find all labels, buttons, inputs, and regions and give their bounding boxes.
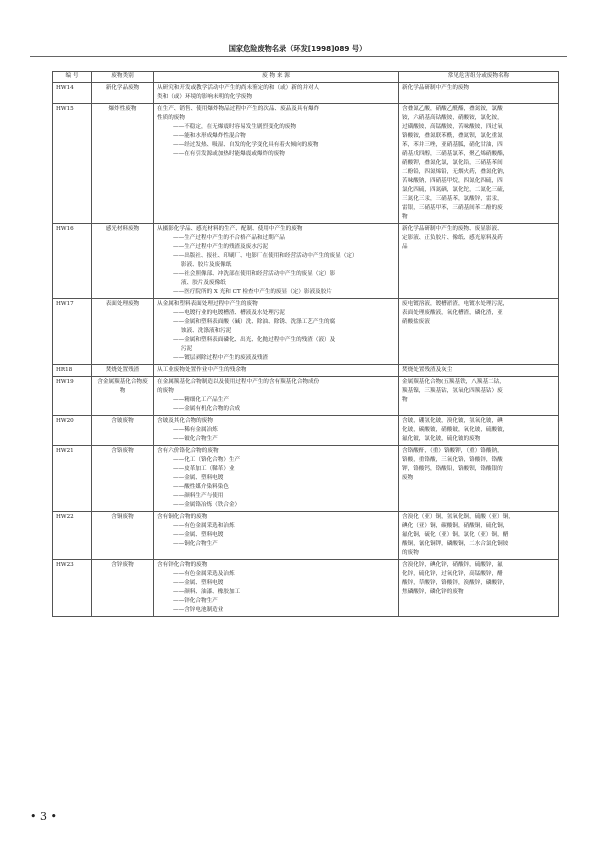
source-subitem: ——金属和塑料表面磷化、出光、化抛过程中产生的残渣（液）及 xyxy=(173,337,336,343)
component-line: 废物 xyxy=(402,475,414,481)
component-line: 苦味酸钠，四硝基甲烷，四氮化四硫，四 xyxy=(402,178,503,184)
cell-sources xyxy=(154,416,399,446)
component-line: 含溴化（亚）铜，氢氧化铜，硫酸（亚）铜， xyxy=(402,514,514,520)
component-line: 硝酸盐废液 xyxy=(402,319,430,325)
cell-code: HR18 xyxy=(53,365,92,377)
source-subitem: 影液、胶片及废像纸 xyxy=(181,262,232,268)
source-subitem: ——稀有金属冶炼 xyxy=(173,427,218,433)
source-line: 从工业废物处置作业中产生的残余物 xyxy=(157,367,247,373)
component-line: 物 xyxy=(402,214,408,220)
cell-code: HW20 xyxy=(53,416,92,446)
source-subitem: ——锌化合物生产 xyxy=(173,598,218,604)
source-line: 含铍及其化合物的废物 xyxy=(157,418,213,424)
cell-components xyxy=(399,299,559,365)
cell-category: 焚烧处置残渣 xyxy=(92,365,154,377)
component-line: 二酚铅，四氮烯铅，无烟火药，叠氮化钠， xyxy=(402,169,509,175)
source-subitem: ——铜化合物生产 xyxy=(173,541,218,547)
table-row xyxy=(53,416,559,446)
component-line: 酸铜，氰化铜钾，磷酸铜，二水合氯化铜铵 xyxy=(402,541,509,547)
source-subitem: ——社会照像部、冲洗部在使用和经营活动中产生的废显（定）影 xyxy=(173,271,336,277)
source-subitem: ——有色金属采选及冶炼 xyxy=(173,571,235,577)
header-rule xyxy=(30,56,567,57)
source-subitem: ——经过发热、吸湿、自发的化学变化具有着火倾向的废物 xyxy=(173,142,319,148)
cell-category: 新化学品废物 xyxy=(92,83,154,104)
component-line: 氟化铜，硫化（亚）铜，氯化（亚）铜，醋 xyxy=(402,532,509,538)
cell-category: 含铜废物 xyxy=(92,512,154,560)
source-subitem: 蚀液、洗涤液和污泥 xyxy=(181,328,232,334)
component-line: 含铬酸酐，（重）铬酸钾，（重）铬酸钠， xyxy=(402,448,503,454)
component-line: 雷银，三硝基甲苯，三硝基间苯二酚的废 xyxy=(402,205,503,211)
component-line: 三氮化三汞，三硝基苯，氯酸锌，雷汞， xyxy=(402,196,503,202)
source-line: 在金属羰基化合物制造以及使用过程中产生的含有羰基化合物成份 xyxy=(157,379,320,385)
table-row xyxy=(53,446,559,512)
source-subitem: ——在有引发源或加热时能爆震或爆炸的废物 xyxy=(173,151,285,157)
cell-code: HW14 xyxy=(53,83,92,104)
cell-code: HW17 xyxy=(53,299,92,365)
source-subitem: ——精细化工产品生产 xyxy=(173,397,229,403)
table-row xyxy=(53,560,559,617)
source-subitem: ——生产过程中产生的残渣及废水污泥 xyxy=(173,244,269,250)
source-subitem: ——出版社、报社、印刷厂、电影厂在使用和经营活动中产生的废显（定） xyxy=(173,253,358,259)
component-line: 铬酸铵，叠氮联苯酰，叠氮钡，氯化重氮 xyxy=(402,133,503,139)
cell-components xyxy=(399,446,559,512)
source-line: 性质的废物 xyxy=(157,115,185,121)
component-line: 表面处理废酸液，氧化槽渣，磷化渣，亚 xyxy=(402,310,503,316)
component-line: 碘化（亚）铜，碳酸铜，硝酸铜，硫化铜， xyxy=(402,523,509,529)
source-subitem: ——颜料生产与使用 xyxy=(173,493,224,499)
cell-code: HW16 xyxy=(53,224,92,299)
cell-components xyxy=(399,104,559,224)
source-subitem: ——电镀行业的电镀槽渣、槽液及水处理污泥 xyxy=(173,310,285,316)
source-line: 从摄影化学品、感光材料的生产、配制、使用中产生的废物 xyxy=(157,226,303,232)
table-row xyxy=(53,83,559,104)
source-line: 含有六价铬化合物的废物 xyxy=(157,448,219,454)
table-row xyxy=(53,365,559,377)
source-line: 在生产、销售、使用爆炸物品过程中产生的次品、废品及具有爆炸 xyxy=(157,106,320,112)
component-line: 物 xyxy=(402,397,408,403)
source-subitem: ——金属有机化合物的合成 xyxy=(173,406,241,412)
table-row xyxy=(53,224,559,299)
source-subitem: ——生产过程中产生的不合格产品和过期产品 xyxy=(173,235,285,241)
source-subitem: ——金属和塑料表面酸（碱）洗、除油、除锈、洗涤工艺产生的腐 xyxy=(173,319,336,325)
cell-components xyxy=(399,377,559,416)
component-line: 定影液、正负胶片、像纸、感光原料及药 xyxy=(402,235,503,241)
source-line: 从研究和开发或教学活动中产生的尚未鉴定的和（或）新的并对人 xyxy=(157,85,320,91)
cell-category: 感光材料废物 xyxy=(92,224,154,299)
source-subitem: ——铍化合物生产 xyxy=(173,436,218,442)
table-header-row xyxy=(53,72,559,83)
cell-components xyxy=(399,365,559,377)
cell-components xyxy=(399,560,559,617)
cell-code: HW23 xyxy=(53,560,92,617)
cell-sources xyxy=(154,377,399,416)
cell-category: 含锌废物 xyxy=(92,560,154,617)
component-line: 金属羰基化合物(五羰基铁，八羰基二钴， xyxy=(402,379,505,385)
table-row xyxy=(53,512,559,560)
component-line: 铬酸，重铬酸，三氧化铬，铬酸锌，铬酸 xyxy=(402,457,503,463)
component-line: 焦磷酸锌，磷化锌的废物 xyxy=(402,589,464,595)
component-line: 氯化四硫，四氮硒，氯化铊，二氮化三硫， xyxy=(402,187,509,193)
source-subitem: ——金属、塑料电镀 xyxy=(173,580,224,586)
column-header-source: 废 物 来 源 xyxy=(154,72,399,83)
table-body xyxy=(53,83,559,617)
component-line: 羰基镍，三羰基钴，氢氧化四羰基钴）废 xyxy=(402,388,503,394)
table-row xyxy=(53,299,559,365)
source-subitem: ——医疗院所的 X 光和 CT 检查中产生的废显（定）影液及胶片 xyxy=(173,289,332,295)
component-line: 酸锌，草酸锌，铬酸锌，溴酸锌，磷酸锌， xyxy=(402,580,509,586)
cell-sources xyxy=(154,446,399,512)
source-line: 从金属和塑料表面处理过程中产生的废物 xyxy=(157,301,258,307)
component-line: 新化学品研制中产生的废物、废显影液、 xyxy=(402,226,503,232)
cell-code: HW15 xyxy=(53,104,92,224)
component-line: 含铍，硼氢化铍，溴化铍，氢氧化铍，碘 xyxy=(402,418,503,424)
cell-sources xyxy=(154,512,399,560)
source-subitem: ——金属、塑料电镀 xyxy=(173,475,224,481)
source-subitem: ——皮革加工（鞣革）业 xyxy=(173,466,235,472)
cell-category: 含铬废物 xyxy=(92,446,154,512)
source-subitem: ——能和水形成爆炸性混合物 xyxy=(173,133,246,139)
cell-sources xyxy=(154,83,399,104)
column-header-components: 常见危害组分或废物名称 xyxy=(399,72,559,83)
page-number: • 3 • xyxy=(30,810,57,823)
source-subitem: ——化工（铬化合物）生产 xyxy=(173,457,241,463)
column-header-code: 编 号 xyxy=(53,72,92,83)
component-line: 品 xyxy=(402,244,408,250)
cell-components xyxy=(399,224,559,299)
cell-code: HW19 xyxy=(53,377,92,416)
component-line: 苯，苯并三唑，亚硝基胍，硝化甘油，四 xyxy=(402,142,503,148)
component-line: 化铍，碳酸铍，硝酸铍，氧化铍，硫酸铍， xyxy=(402,427,509,433)
source-subitem: ——颜料、油漆、橡胶加工 xyxy=(173,589,241,595)
cell-sources xyxy=(154,224,399,299)
cell-code: HW21 xyxy=(53,446,92,512)
cell-category: 表面处理废物 xyxy=(92,299,154,365)
source-line: 类和（或）环境的影响未明的化学废物 xyxy=(157,94,253,100)
running-title: 国家危险废物名录（环发[1998]089 号） xyxy=(228,44,367,53)
cell-sources xyxy=(154,365,399,377)
source-subitem: ——不稳定，在无爆震时容易发生剧烈变化的废物 xyxy=(173,124,297,130)
waste-table xyxy=(52,71,559,617)
source-subitem: 污泥 xyxy=(181,346,193,352)
cell-category: 含金属羰基化合物废物 xyxy=(92,377,154,416)
cell-category: 爆炸性废物 xyxy=(92,104,154,224)
component-line: 焚烧处置残渣及灰尘 xyxy=(402,367,453,373)
component-line: 的废物 xyxy=(402,550,419,556)
component-line: 氟化铍，氯化铍，硫化铍的废物 xyxy=(402,436,481,442)
cell-components xyxy=(399,512,559,560)
source-line: 的废物 xyxy=(157,388,174,394)
cell-sources xyxy=(154,104,399,224)
cell-sources xyxy=(154,299,399,365)
component-line: 含溴化锌，碘化锌，硝酸锌，硫酸锌，氟 xyxy=(402,562,503,568)
component-line: 硝酸钾，叠氮化氯，氯化铅，三硝基苯间 xyxy=(402,160,503,166)
source-subitem: ——含锌电池制造业 xyxy=(173,607,224,613)
column-header-category: 废物类别 xyxy=(92,72,154,83)
source-subitem: 液、胶片及废像纸 xyxy=(181,280,226,286)
component-line: 含叠氮乙酸，硝酸乙酰酯，叠氮铵，氯酸 xyxy=(402,106,503,112)
source-line: 含有铜化合物的废物 xyxy=(157,514,208,520)
component-line: 废电镀溶液，镀槽淤渣，电镀水处理污泥， xyxy=(402,301,509,307)
cell-components xyxy=(399,416,559,446)
cell-components xyxy=(399,83,559,104)
component-line: 硝基戊四醇，三硝基氯苯，聚乙烯硝酸酯， xyxy=(402,151,509,157)
table-row xyxy=(53,377,559,416)
component-line: 过磺酸铵，高锰酸铵，苦味酸铵，四过氧 xyxy=(402,124,503,130)
source-subitem: ——金属铬冶炼（铁合金） xyxy=(173,502,241,508)
component-line: 铵，六硝基高钴酸铵，硝酸铵，氯化铵， xyxy=(402,115,503,121)
source-line: 含有锌化合物的废物 xyxy=(157,562,208,568)
source-subitem: ——镀层剥除过程中产生的废液及残渣 xyxy=(173,355,269,361)
component-line: 钾，铬酸钙，铬酸铅，铬酸钡，铬酸银的 xyxy=(402,466,503,472)
source-subitem: ——有色金属采选和冶炼 xyxy=(173,523,235,529)
table-row xyxy=(53,104,559,224)
cell-sources xyxy=(154,560,399,617)
cell-category: 含铍废物 xyxy=(92,416,154,446)
component-line: 化锌，硫化锌，过氧化锌，高锰酸锌，醋 xyxy=(402,571,503,577)
component-line: 新化学品研制中产生的废物 xyxy=(402,85,470,91)
source-subitem: ——酸性媒介染料染色 xyxy=(173,484,229,490)
cell-code: HW22 xyxy=(53,512,92,560)
source-subitem: ——金属、塑料电镀 xyxy=(173,532,224,538)
